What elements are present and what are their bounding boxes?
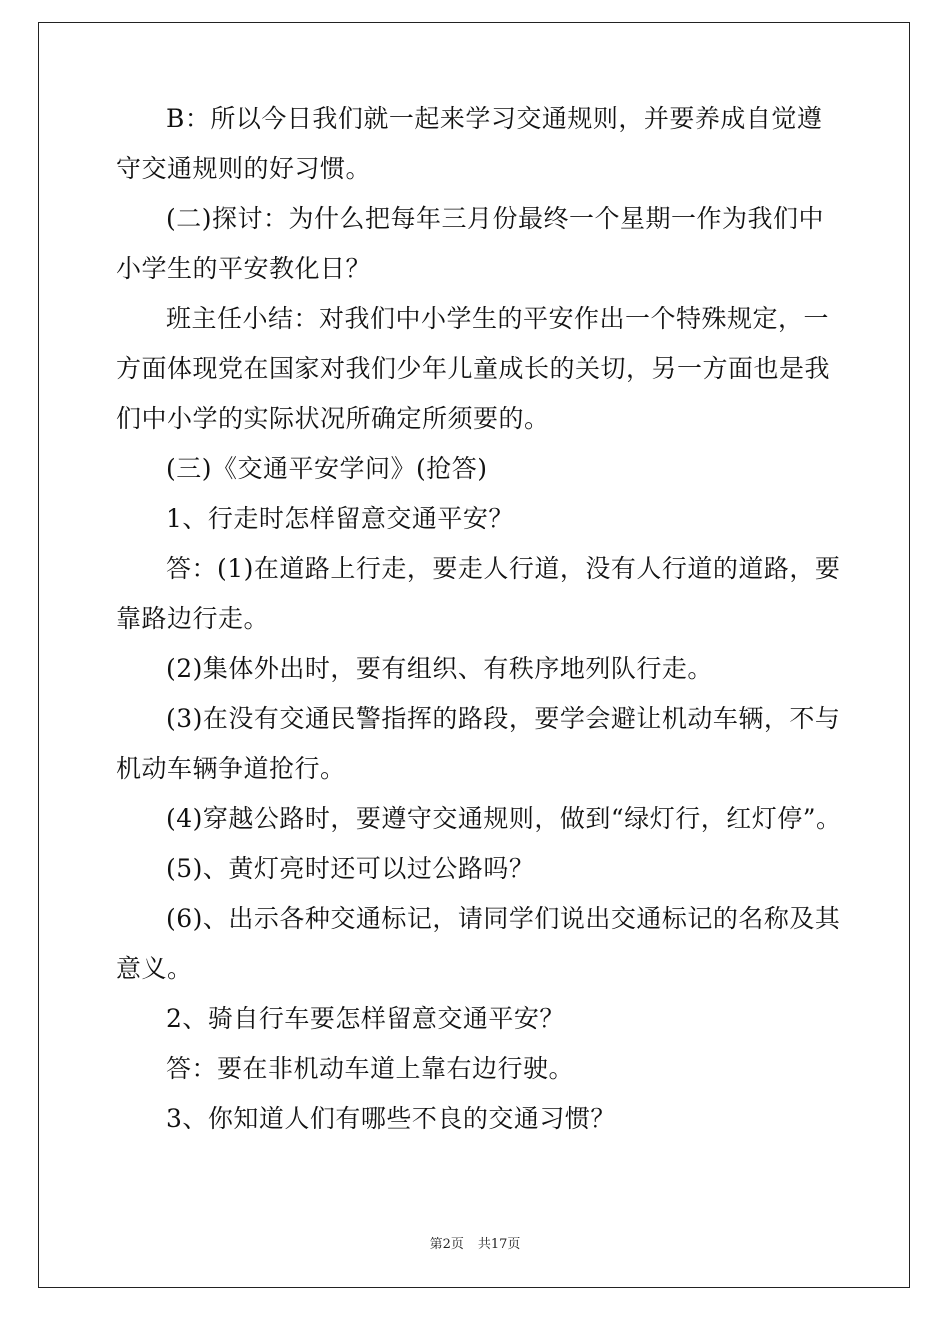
paragraph: 班主任小结：对我们中小学生的平安作出一个特殊规定，一方面体现党在国家对我们少年儿童成长的关切，另一方面也是我们中小学的实际状况所确定所须要的。: [116, 304, 831, 433]
paragraph: 答：要在非机动车道上靠右边行驶。: [166, 1054, 575, 1083]
paragraph: 2、骑自行车要怎样留意交通平安？: [166, 1004, 565, 1033]
paragraph: (二)探讨：为什么把每年三月份最终一个星期一作为我们中小学生的平安教化日？: [116, 204, 825, 283]
paragraph: (3)在没有交通民警指挥的路段，要学会避让机动车辆，不与机动车辆争道抢行。: [116, 704, 841, 783]
paragraph: (5)、黄灯亮时还可以过公路吗？: [166, 854, 535, 883]
document-body: [116, 94, 846, 1144]
paragraph: (2)集体外出时，要有组织、有秩序地列队行走。: [166, 654, 713, 683]
paragraph: (6)、出示各种交通标记，请同学们说出交通标记的名称及其意义。: [116, 904, 841, 983]
page-total: 共17页: [477, 1237, 521, 1252]
paragraph: 答：(1)在道路上行走，要走人行道，没有人行道的道路，要靠路边行走。: [116, 554, 841, 633]
paragraph: (4)穿越公路时，要遵守交通规则，做到“绿灯行，红灯停”。: [166, 804, 842, 833]
paragraph: 1、行走时怎样留意交通平安？: [166, 504, 514, 533]
paragraph: B：所以今日我们就一起来学习交通规则，并要养成自觉遵守交通规则的好习惯。: [116, 104, 823, 183]
paragraph: (三)《交通平安学问》(抢答): [166, 454, 488, 483]
paragraph: 3、你知道人们有哪些不良的交通习惯？: [166, 1104, 616, 1133]
page-number: 第2页: [429, 1237, 464, 1252]
page-footer: [0, 1233, 950, 1252]
